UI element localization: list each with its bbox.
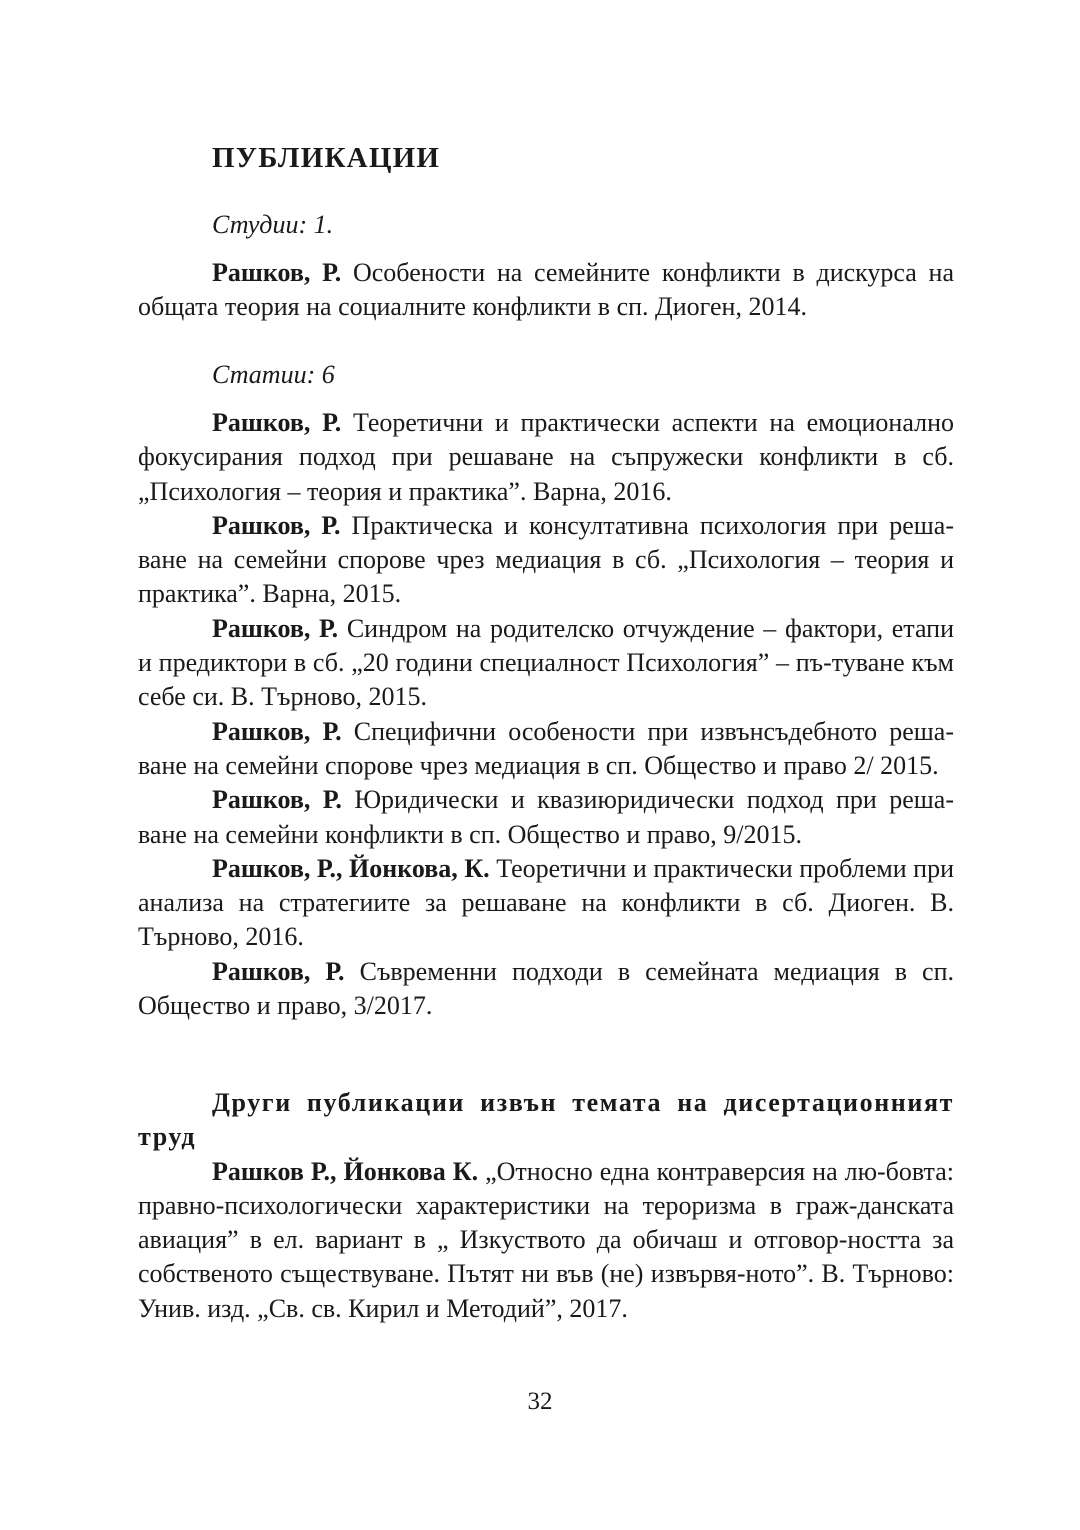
entry-text: Теоретични и практически аспекти на емоционално фокусирания подход при решаване на съпружески конфликти в сб. „Психология – теория и практика”. Варна, 2016.	[138, 408, 954, 506]
articles-label: Статии: 6	[212, 360, 335, 389]
entry-author: Рашков, Р.	[212, 956, 345, 986]
publication-entry	[138, 852, 954, 955]
entry-author: Рашков, Р.	[212, 613, 339, 643]
publication-entry	[138, 1155, 954, 1326]
publication-entry	[138, 715, 954, 784]
studies-label: Студии: 1.	[212, 210, 334, 239]
other-publications	[138, 1086, 954, 1326]
articles-list	[138, 406, 954, 1023]
entry-author: Рашков, Р.	[212, 510, 341, 540]
entry-text: Синдром на родителско отчуждение – фактори, етапи и предиктори в сб. „20 години специалност Психология” – пъ-туване към себе си. В. Търново, 2015.	[138, 613, 955, 712]
entry-author: Рашков, Р., Йонкова, К.	[212, 853, 490, 883]
entry-author: Рашков Р., Йонкова К.	[212, 1156, 479, 1186]
publication-entry	[138, 612, 954, 715]
publication-entry	[138, 955, 954, 1024]
publication-entry	[138, 256, 954, 325]
entry-author: Рашков, Р.	[212, 408, 342, 437]
entry-text: Юридически и квазиюридически подход при реша-ване на семейни конфликти в сп. Общество и право, 9/2015.	[138, 785, 954, 849]
entry-text: Практическа и консултативна психология при реша-ване на семейни спорове чрез медиация в сб. „Психология – теория и практика”. Варна, 2015.	[138, 510, 954, 609]
entry-text: Специфични особености при извънсъдебното реша-ване на семейни спорове чрез медиация в сп. Общество и право 2/ 2015.	[138, 716, 954, 780]
publication-entry	[138, 783, 954, 852]
entry-text: Особености на семейните конфликти в дискурса на общата теория на социалните конфликти в сп. Диоген, 2014.	[138, 258, 955, 322]
entry-text: „Относно една контраверсия на лю-бовта: правно-психологически характеристики на тероризма в граж-данската авиация” в ел. вариант в „ Изкуството да обичаш и отговор-ността за собственото съществуване. Пътят ни във (не) извървя-ното”. В. Търново: Унив. изд. „Св. св. Кирил и Методий”, 2017.	[138, 1156, 954, 1323]
entry-author: Рашков, Р.	[212, 716, 342, 746]
publication-entry	[138, 406, 954, 509]
entry-author: Рашков, Р.	[212, 785, 342, 815]
publication-entry	[138, 509, 954, 612]
page-heading: ПУБЛИКАЦИИ	[212, 142, 441, 174]
entry-text: Теоретични и практически проблеми при анализа на стратегиите за решаване на конфликти в сб. Диоген. В. Търново, 2016.	[138, 853, 954, 952]
page-number: 32	[527, 1388, 553, 1415]
studies-list	[138, 256, 954, 325]
entry-text: Съвременни подходи в семейната медиация в сп. Общество и право, 3/2017.	[138, 956, 954, 1021]
other-publications-heading: Други публикации извън темата на дисертационният труд	[138, 1088, 954, 1152]
entry-author: Рашков, Р.	[212, 258, 342, 287]
